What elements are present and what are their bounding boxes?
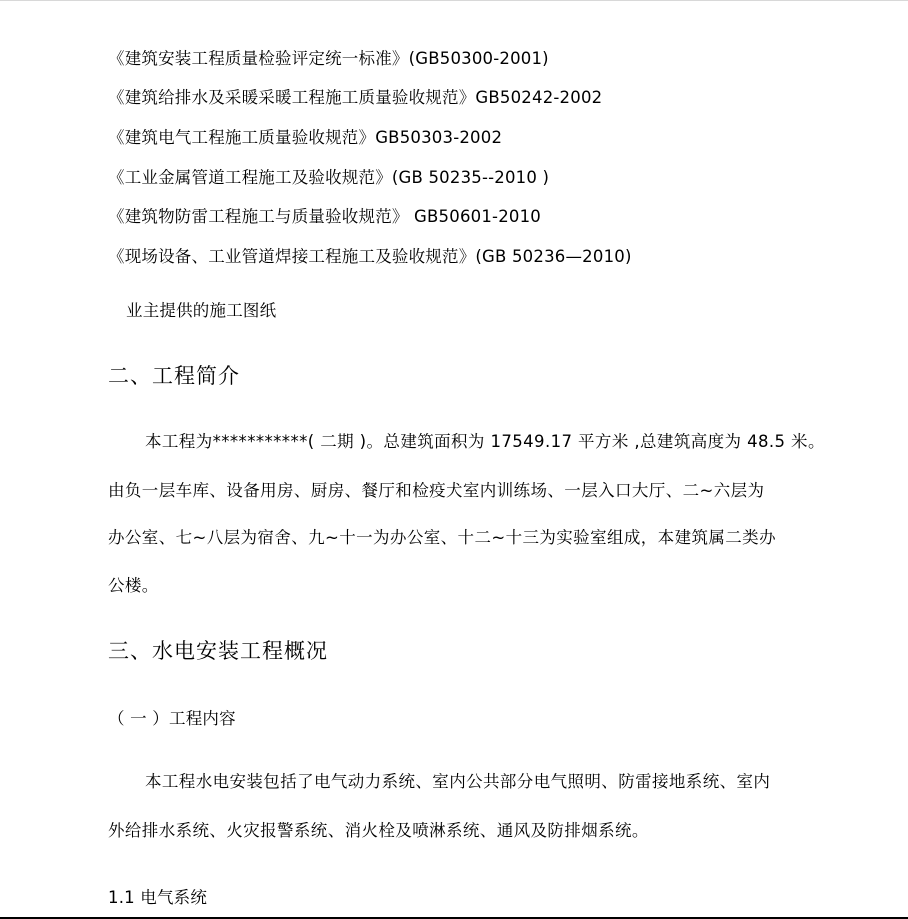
- paragraph-line: 公楼。: [108, 576, 159, 595]
- reference-item: 《建筑物防雷工程施工与质量验收规范》 GB50601-2010: [108, 207, 541, 226]
- reference-item: 《建筑电气工程施工质量验收规范》GB50303-2002: [108, 128, 503, 147]
- paragraph-line: 外给排水系统、火灾报警系统、消火栓及喷淋系统、通风及防排烟系统。: [108, 821, 649, 840]
- section-heading-installation-overview: 三、水电安装工程概况: [108, 639, 328, 663]
- reference-item: 《建筑给排水及采暖采暖工程施工质量验收规范》GB50242-2002: [108, 88, 603, 107]
- reference-item: 《工业金属管道工程施工及验收规范》(GB 50235--2010 ): [108, 168, 550, 187]
- section-heading-project-overview: 二、工程简介: [108, 364, 240, 388]
- subheading-project-content: （ 一 ）工程内容: [108, 709, 236, 728]
- owner-drawings-line: 业主提供的施工图纸: [126, 301, 277, 320]
- paragraph-line: 本工程为***********( 二期 )。总建筑面积为 17549.17 平方米 ,总建筑高度为 48.5 米。: [145, 432, 825, 451]
- paragraph-line: 本工程水电安装包括了电气动力系统、室内公共部分电气照明、防雷接地系统、室内: [145, 772, 771, 791]
- subsection-heading-electrical: 1.1 电气系统: [108, 888, 208, 907]
- paragraph-line: 办公室、七~八层为宿舍、九~十一为办公室、十二~十三为实验室组成，本建筑属二类办: [108, 528, 776, 547]
- paragraph-line: 由负一层车库、设备用房、厨房、餐厅和检疫犬室内训练场、一层入口大厅、二~六层为: [108, 481, 765, 500]
- reference-item: 《建筑安装工程质量检验评定统一标准》(GB50300-2001): [108, 49, 549, 68]
- reference-item: 《现场设备、工业管道焊接工程施工及验收规范》(GB 50236—2010): [108, 247, 632, 266]
